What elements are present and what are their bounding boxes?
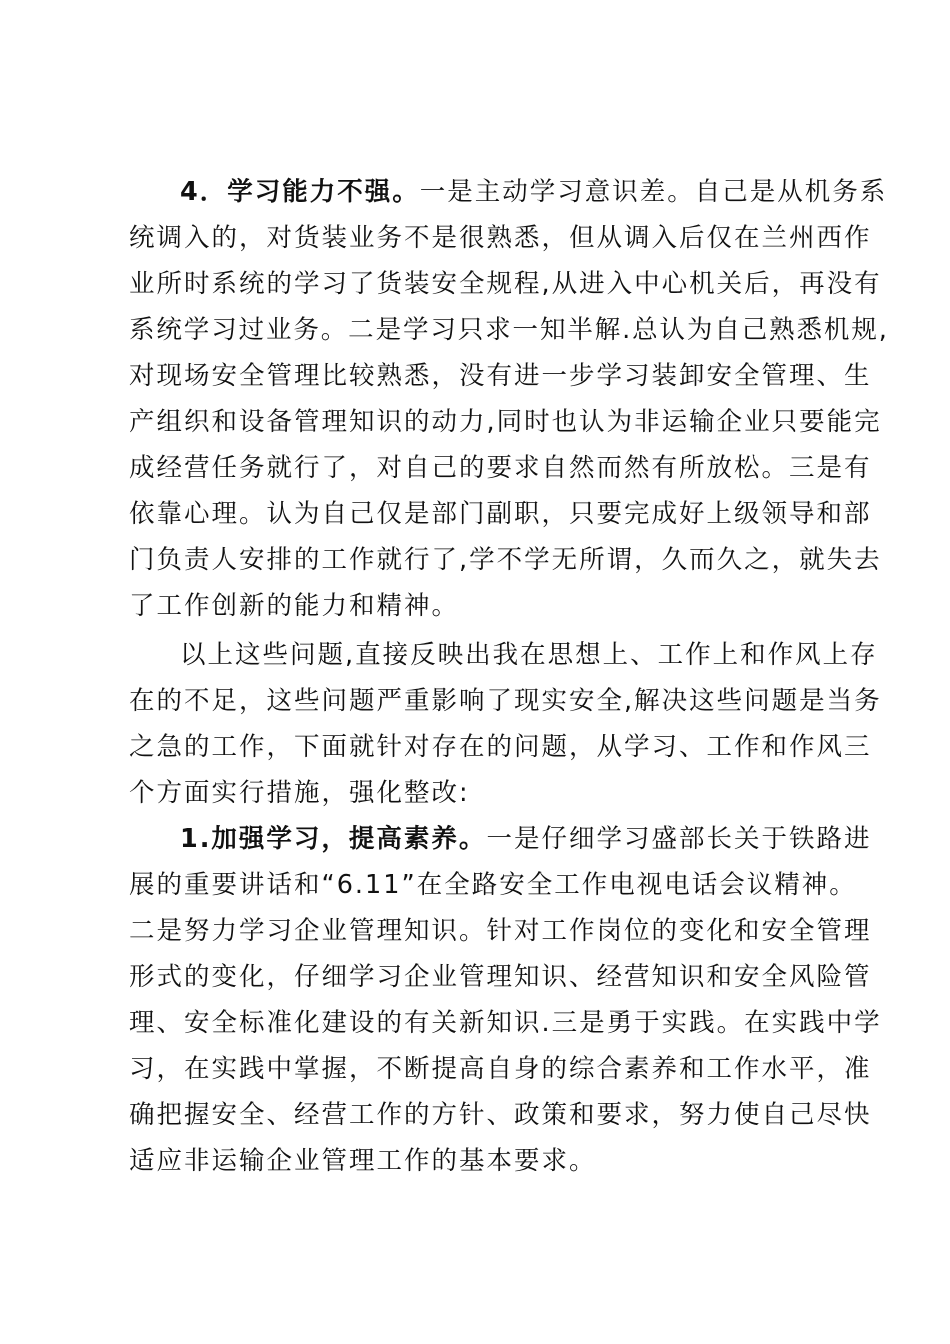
paragraph-line bbox=[129, 1046, 889, 1092]
text-run: 适应非运输企业管理工作的基本要求。 bbox=[129, 1146, 597, 1176]
paragraph-line bbox=[129, 954, 889, 1000]
text-run: 之急的工作，下面就针对存在的问题，从学习、工作和作风三 bbox=[129, 732, 872, 762]
text-run: 业所时系统的学习了货装安全规程,从进入中心机关后，再没有 bbox=[129, 269, 882, 299]
paragraph-line bbox=[129, 862, 889, 908]
text-run: 习，在实践中掌握，不断提高自身的综合素养和工作水平，准 bbox=[129, 1054, 872, 1084]
text-run: 个方面实行措施，强化整改: bbox=[129, 778, 470, 808]
paragraph-line bbox=[129, 353, 889, 399]
paragraph-line bbox=[129, 770, 889, 816]
paragraph-line bbox=[129, 583, 889, 629]
text-run: 一是主动学习意识差。自己是从机务系 bbox=[419, 177, 888, 207]
text-run: 一是仔细学习盛部长关于铁路进 bbox=[486, 824, 872, 854]
paragraph-line bbox=[129, 399, 889, 445]
paragraph-line bbox=[129, 1138, 889, 1184]
section-heading: 1.加强学习，提高素养。 bbox=[180, 824, 487, 854]
text-run: 系统学习过业务。二是学习只求一知半解.总认为自己熟悉机规, bbox=[129, 315, 889, 345]
paragraph-line bbox=[129, 724, 889, 770]
text-run: 门负责人安排的工作就行了,学不学无所谓，久而久之，就失去 bbox=[129, 545, 882, 575]
text-run: 成经营任务就行了，对自己的要求自然而然有所放松。三是有 bbox=[129, 453, 872, 483]
section-heading: 4．学习能力不强。 bbox=[180, 177, 420, 207]
text-run: 了工作创新的能力和精神。 bbox=[129, 591, 460, 621]
paragraph-line bbox=[129, 1092, 889, 1138]
text-run: 产组织和设备管理知识的动力,同时也认为非运输企业只要能完 bbox=[129, 407, 882, 437]
paragraph-line bbox=[129, 678, 889, 724]
paragraph-line bbox=[129, 908, 889, 954]
paragraph-line bbox=[129, 445, 889, 491]
text-run: 对现场安全管理比较熟悉，没有进一步学习装卸安全管理、生 bbox=[129, 361, 872, 391]
text-run: 形式的变化，仔细学习企业管理知识、经营知识和安全风险管 bbox=[129, 962, 872, 992]
paragraph-line bbox=[129, 215, 889, 261]
text-run: 在的不足，这些问题严重影响了现实安全,解决这些问题是当务 bbox=[129, 686, 882, 716]
paragraph-line bbox=[180, 816, 890, 862]
paragraph-line bbox=[129, 537, 889, 583]
paragraph-line bbox=[129, 307, 889, 353]
text-run: 理、安全标准化建设的有关新知识.三是勇于实践。在实践中学 bbox=[129, 1008, 882, 1038]
paragraph-line bbox=[129, 491, 889, 537]
text-run: 确把握安全、经营工作的方针、政策和要求，努力使自己尽快 bbox=[129, 1100, 872, 1130]
text-run: 依靠心理。认为自己仅是部门副职，只要完成好上级领导和部 bbox=[129, 499, 872, 529]
text-run: 二是努力学习企业管理知识。针对工作岗位的变化和安全管理 bbox=[129, 916, 872, 946]
paragraph-line bbox=[129, 261, 889, 307]
paragraph-line bbox=[129, 1000, 889, 1046]
text-run: 以上这些问题,直接反映出我在思想上、工作上和作风上存 bbox=[180, 640, 878, 670]
text-run: 展的重要讲话和“6.11”在全路安全工作电视电话会议精神。 bbox=[129, 870, 857, 900]
paragraph-line bbox=[180, 632, 890, 678]
text-run: 统调入的，对货装业务不是很熟悉，但从调入后仅在兰州西作 bbox=[129, 223, 872, 253]
paragraph-line bbox=[180, 169, 890, 215]
